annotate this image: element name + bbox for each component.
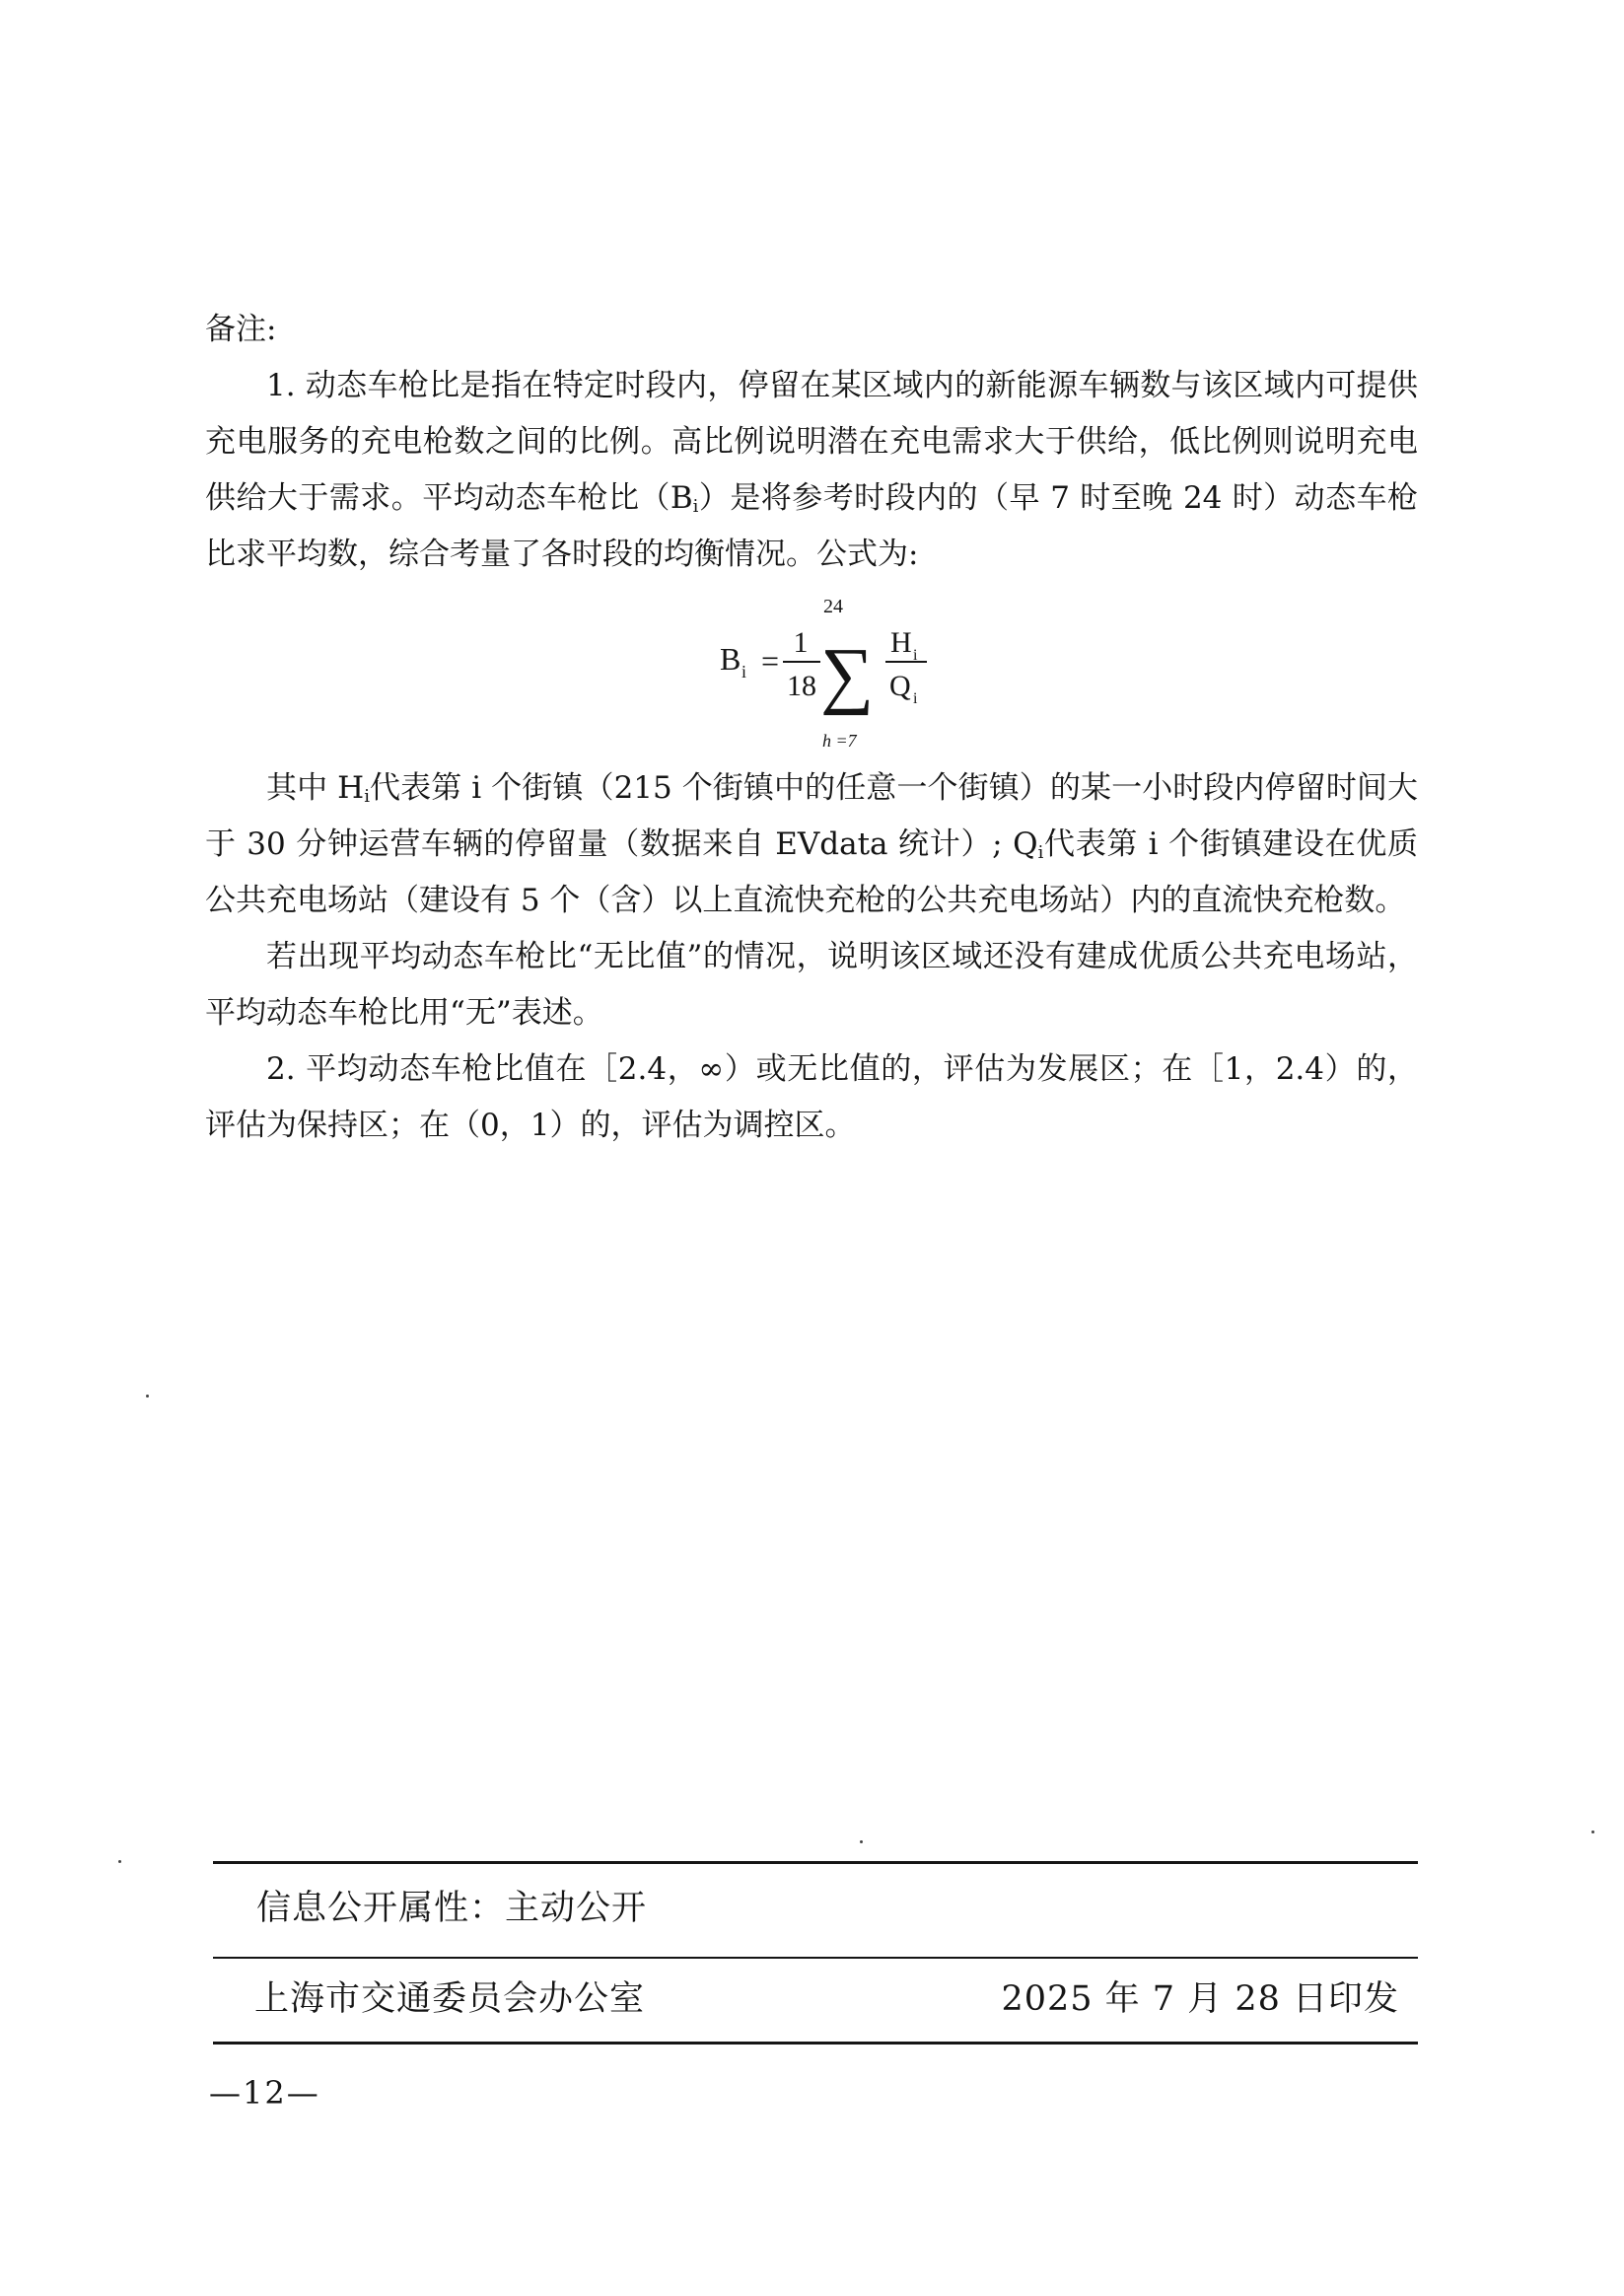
formula-upper: 24 <box>823 596 843 617</box>
scan-speck <box>860 1840 863 1843</box>
definition-text-c: 代表第 i 个街镇建设在优质公共充电场站（建设有 5 个（含）以上直流快充枪的公共充电场站）内的直流快充枪数。 <box>205 826 1418 918</box>
print-date: 2025 年 7 月 28 日印发 <box>1001 1979 1399 2019</box>
note-2-paragraph: 2. 平均动态车枪比值在［2.4，∞）或无比值的，评估为发展区；在［1，2.4）的，评估为保持区；在（0，1）的，评估为调控区。 <box>205 1051 1418 1143</box>
note-1-text-a: 1. 动态车枪比是指在特定时段内，停留在某区域内的新能源车辆数与该区域内可提供充电服务的充电枪数之间的比例。高比例说明潜在充电需求大于供给，低比例则说明充电供给大于需求。平均动态车枪比（B <box>205 368 1418 516</box>
formula-lower: h =7 <box>822 731 857 751</box>
definition-text-a: 其中 H <box>266 770 365 806</box>
scan-speck <box>118 1860 121 1863</box>
formula-equals: = <box>761 643 780 679</box>
formula-lhs-sub: i <box>741 662 747 682</box>
definition-text-b: 代表第 i 个街镇（215 个街镇中的任意一个街镇）的某一小时段内停留时间大于 30 分钟运营车辆的停留量（数据来自 EVdata 统计）; Q <box>205 770 1418 862</box>
scan-speck <box>1591 1830 1594 1833</box>
notes-heading: 备注: <box>205 312 277 347</box>
formula-term-den-sub: i <box>913 690 918 707</box>
footer-rule-bottom <box>213 2042 1418 2045</box>
scan-speck <box>146 1395 149 1398</box>
definition-subscript-q: i <box>1037 842 1044 863</box>
note-1-text-b: ）是将参考时段内的（早 7 时至晚 24 时）动态车枪比求平均数，综合考量了各时段的均衡情况。公式为: <box>205 480 1418 572</box>
formula-svg <box>718 585 935 756</box>
footer-rule-middle <box>213 1957 1418 1959</box>
disclosure-attribute: 信息公开属性：主动公开 <box>256 1889 648 1928</box>
note-1-subscript: i <box>692 496 699 517</box>
notes-section <box>205 302 1418 1154</box>
definition-subscript-h: i <box>364 786 370 807</box>
formula-frac-den: 18 <box>787 670 816 702</box>
page-number: —12— <box>209 2074 320 2112</box>
note-1-no-ratio-paragraph: 若出现平均动态车枪比“无比值”的情况，说明该区域还没有建成优质公共充电场站，平均动态车枪比用“无”表述。 <box>205 939 1418 1031</box>
footer-rule-top <box>213 1861 1418 1864</box>
formula-term-num-sub: i <box>913 647 918 664</box>
formula <box>205 585 1418 756</box>
issuing-office: 上海市交通委员会办公室 <box>254 1979 646 2019</box>
note-1-definition-paragraph <box>205 760 1418 929</box>
formula-frac-num: 1 <box>793 626 809 659</box>
formula-lhs: B <box>720 641 741 677</box>
formula-term-num: H <box>890 626 912 659</box>
formula-term-den: Q <box>889 670 911 702</box>
note-1-paragraph <box>205 358 1418 583</box>
formula-sigma: ∑ <box>820 633 875 716</box>
